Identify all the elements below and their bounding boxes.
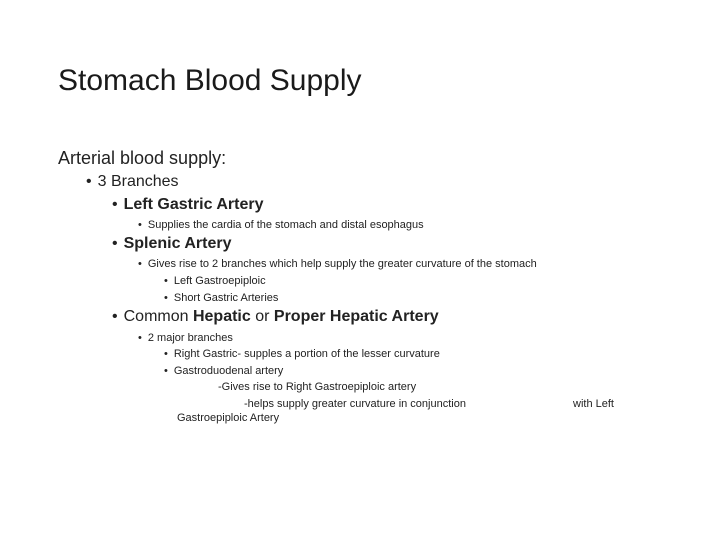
page-title: Stomach Blood Supply: [58, 64, 362, 97]
bullet-icon: •: [138, 219, 142, 231]
hepatic-note-1: -Gives rise to Right Gastroepiploic artery: [218, 381, 417, 393]
left-gastric-label: Left Gastric Artery: [123, 196, 264, 213]
bullet-icon: •: [112, 308, 118, 325]
hepatic-note-2b: with Left: [573, 398, 614, 410]
bullet-icon: •: [164, 348, 168, 360]
bullet-left-gastric: [112, 196, 264, 214]
splenic-sub-1: Left Gastroepiploic: [173, 275, 266, 287]
bullet-left-gastric-detail: [138, 219, 424, 231]
hepatic-mid: or: [250, 308, 274, 325]
bullet-icon: •: [164, 292, 168, 304]
bullet-icon: •: [112, 196, 118, 213]
splenic-detail: Gives rise to 2 branches which help supply the greater curvature of the stomach: [147, 258, 537, 270]
bullet-hepatic: [112, 308, 439, 326]
bullet-splenic-sub-1: [164, 275, 266, 287]
bullet-icon: •: [138, 258, 142, 270]
bullet-icon: •: [112, 235, 118, 252]
hepatic-bold-2: Proper Hepatic Artery: [273, 308, 439, 325]
bullet-splenic: [112, 235, 232, 253]
hepatic-sub-2: Gastroduodenal artery: [173, 365, 284, 377]
bullet-icon: •: [138, 332, 142, 344]
bullet-hepatic-sub-1: [164, 348, 440, 360]
splenic-sub-2: Short Gastric Arteries: [173, 292, 279, 304]
hepatic-prefix: Common: [123, 308, 193, 325]
bullet-splenic-detail: [138, 258, 537, 270]
intro-text: Arterial blood supply:: [58, 148, 227, 168]
hepatic-detail: 2 major branches: [147, 332, 233, 344]
branches-label: 3 Branches: [97, 173, 179, 190]
bullet-hepatic-detail: [138, 332, 233, 344]
bullet-icon: •: [164, 275, 168, 287]
bullet-icon: •: [86, 173, 92, 190]
hepatic-bold-1: Hepatic: [192, 308, 251, 325]
bullet-icon: •: [164, 365, 168, 377]
hepatic-note-3: Gastroepiploic Artery: [177, 412, 280, 424]
bullet-hepatic-sub-2: [164, 365, 283, 377]
splenic-label: Splenic Artery: [123, 235, 232, 252]
hepatic-sub-1: Right Gastric- supples a portion of the lesser curvature: [173, 348, 440, 360]
left-gastric-detail: Supplies the cardia of the stomach and distal esophagus: [147, 219, 424, 231]
bullet-branches: [86, 173, 179, 191]
hepatic-note-2a: -helps supply greater curvature in conjunction: [244, 398, 466, 410]
bullet-splenic-sub-2: [164, 292, 278, 304]
